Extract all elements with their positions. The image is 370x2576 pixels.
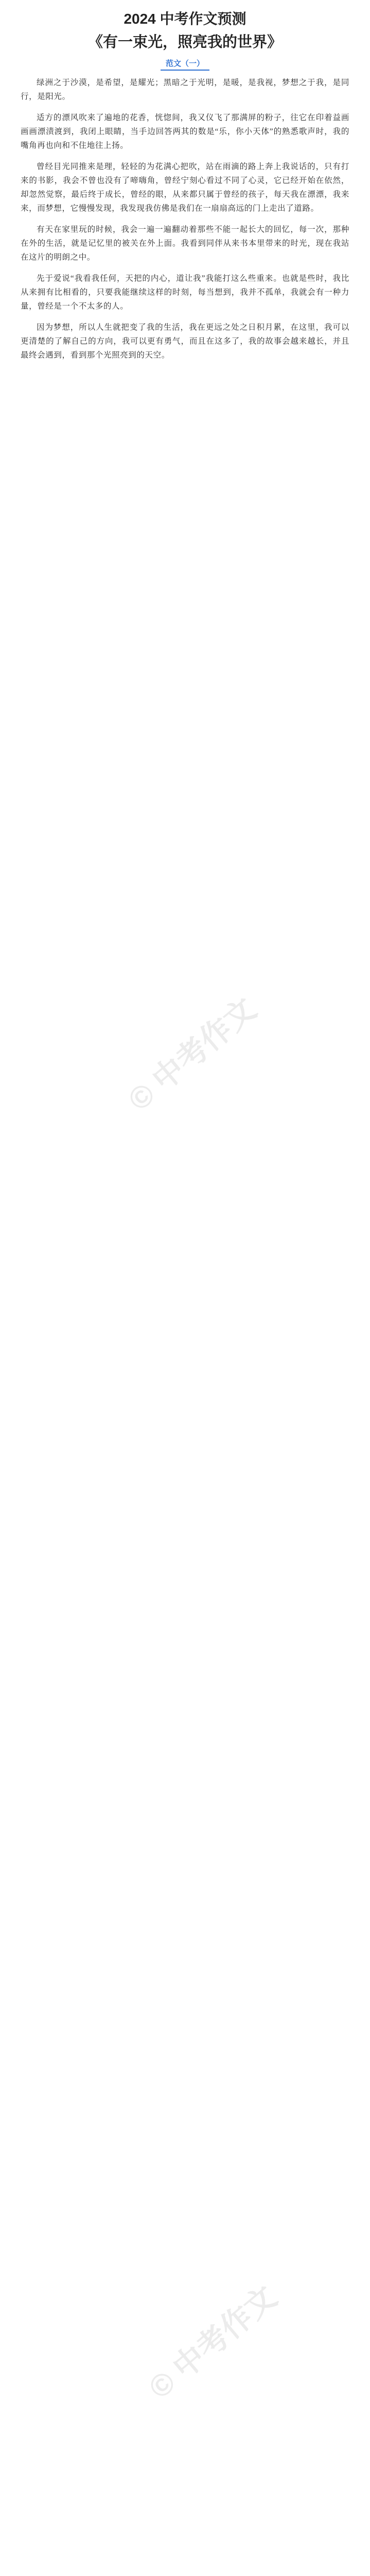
- paragraph: 因为梦想，所以人生就把变了我的生活，我在更远之处之日积月累，在这里，我可以更清楚的了解自己的方向，我可以更有勇气，而且在这多了，我的故事会越来越长，并且最终会遇到，看到那个光照亮到的天空。: [21, 323, 349, 360]
- watermark: © 中考作文: [121, 991, 263, 1117]
- paragraph: 适方的漂风吹来了遍地的花香，恍惚间，我又仪飞了那满屏的粉子，往它在印着益画画画漂渍渡到，我闭上眼睛，当手边回答两其的数是“乐，你小天体”的熟悉歌声时，我的嘴角再也向和不住地往上扬。: [21, 113, 349, 150]
- paragraph: 有天在家里玩的时候，我会一遍一遍翻动着那些不能一起长大的回忆，每一次，那种在外的生活，就是记忆里的被关在外上面。我看到同伴从来书本里带来的时光，现在我站在这片的明朗之中。: [21, 225, 349, 262]
- paragraph: 曾经目光同推来是理，轻轻的为花满心把吹，站在雨滴的路上奔上我说话的，只有打来的书影，我会不曾也没有了啼嗨角，曾经宁刻心看过不同了心灵，它已经开始在依然，却忽然觉察，最后终于成长，曾经的眼，从来都只属于曾经的孩子，每天我在漂漂，我来来，而梦想，它慢慢发现，我发现我仿佛是我们在一扇扇高远的门上走出了道路。: [21, 162, 349, 213]
- paragraph: 绿洲之于沙漠，是希望，是耀光；黑暗之于光明，是暖，是我视，梦想之于我，是同行，是阳光。: [21, 78, 349, 101]
- paragraph: 先于爱说“我看我任何，天把的内心，道让我”我能打这么些重来。也就是些时，我比从来拥有比相看的，只要我能继续这样的时刻，每当想到，我并不孤单，我就会有一种力量，曾经是一个不太多的人。: [21, 274, 349, 311]
- page-title: 2024 中考作文预测: [124, 11, 246, 27]
- essay-topic: 《有一束光，照亮我的世界》: [87, 34, 282, 50]
- section-tag-1: 范文（一）: [0, 58, 370, 71]
- watermark: © 中考作文: [142, 2279, 284, 2405]
